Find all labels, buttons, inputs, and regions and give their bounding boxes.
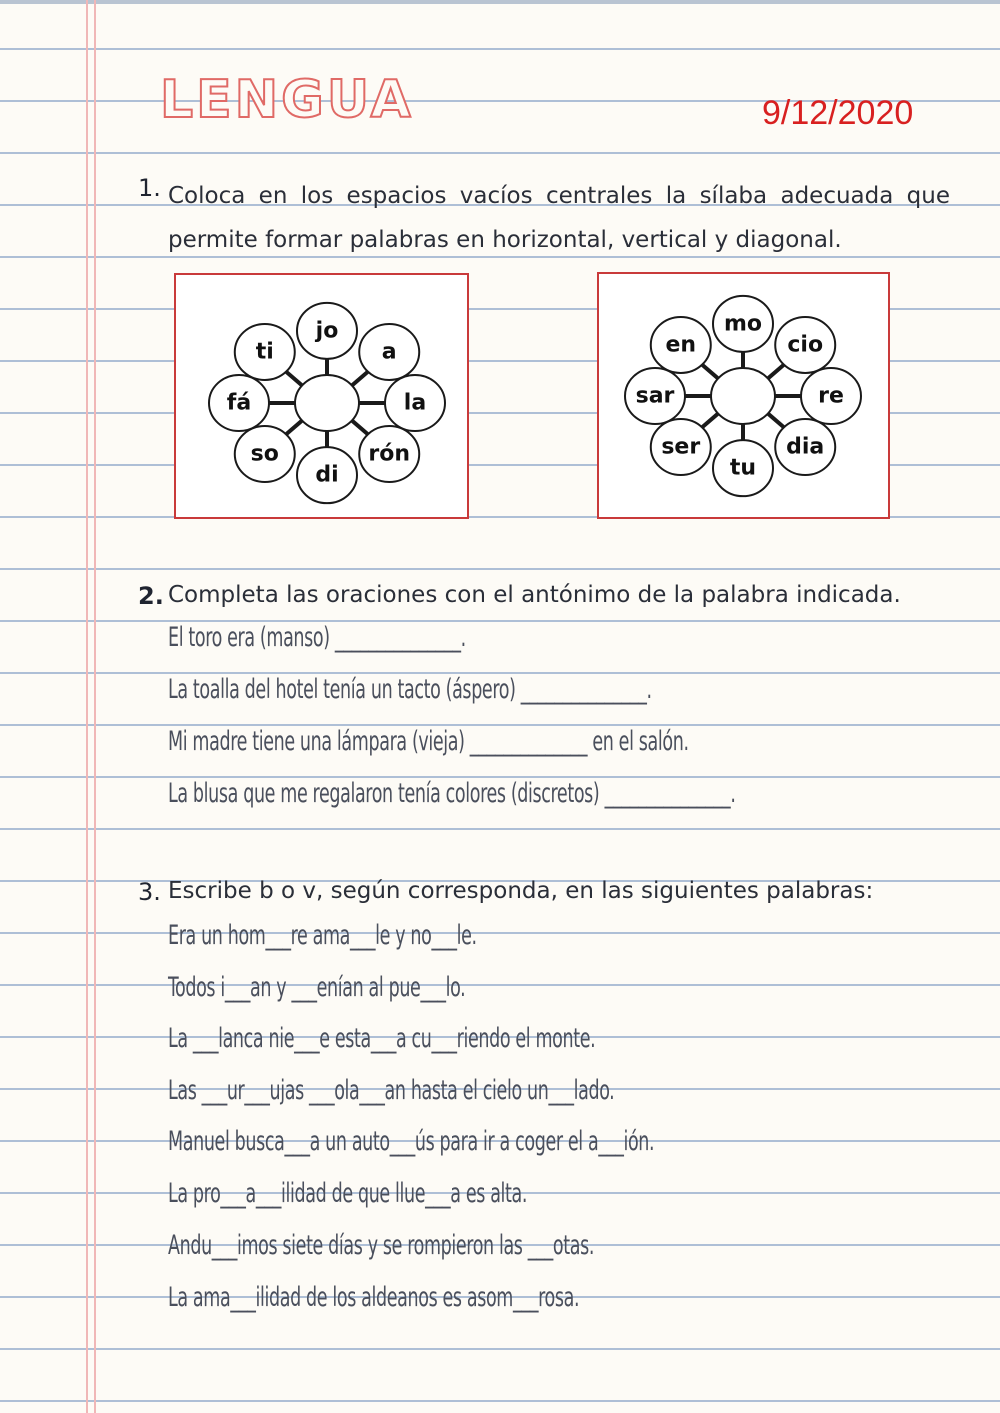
flower-syllable: so <box>250 441 279 467</box>
q1-number: 1. <box>138 174 161 202</box>
q3-instruction: Escribe b o v, según corresponda, en las siguientes palabras: <box>168 878 874 904</box>
q2-sentence-4: La blusa que me regalaron tenía colores (discretos) _______________. <box>168 778 736 809</box>
flower-syllable: la <box>403 390 427 416</box>
flower-2-svg <box>599 274 888 517</box>
syllable-flower-2 <box>597 272 890 519</box>
flower-syllable: sar <box>635 383 675 409</box>
q3-sentence-6: La pro___a___ilidad de que llue___a es alta. <box>168 1178 528 1209</box>
syllable-flower-1 <box>174 273 469 519</box>
q1-instruction: Coloca en los espacios vacíos centrales la sílaba adecuada que permite formar palabras en horizontal, vertical y diagonal. <box>168 183 950 253</box>
q3-sentence-7: Andu___imos siete días y se rompieron las ___otas. <box>168 1230 595 1261</box>
flower-syllable: re <box>818 383 844 409</box>
top-rule <box>0 0 1000 4</box>
flower-syllable: ti <box>255 339 274 365</box>
flower-syllable: jo <box>315 318 339 344</box>
margin-line-right <box>94 0 96 1413</box>
flower-syllable: a <box>381 339 397 365</box>
flower-syllable: tu <box>729 455 757 481</box>
flower-1-svg <box>176 275 467 517</box>
flower-syllable: cio <box>787 332 824 358</box>
flower-syllable: ser <box>661 434 701 460</box>
flower-syllable: dia <box>786 434 825 460</box>
q2-number: 2. <box>138 582 164 610</box>
q3-number: 3. <box>138 878 161 906</box>
q3-sentence-2: Todos i___an y ___enían al pue___lo. <box>168 972 466 1003</box>
q3-sentence-4: Las ___ur___ujas ___ola___an hasta el cielo un___lado. <box>168 1075 615 1106</box>
flower-syllable: fá <box>226 390 252 416</box>
q2-instruction: Completa las oraciones con el antónimo de la palabra indicada. <box>168 582 901 608</box>
page-title: LENGUA <box>160 70 414 130</box>
flower-syllable: en <box>665 332 697 358</box>
q2-sentence-1: El toro era (manso) _______________. <box>168 622 466 653</box>
q2-sentence-3: Mi madre tiene una lámpara (vieja) ______________ en el salón. <box>168 726 689 757</box>
flower-syllable: mo <box>723 311 763 337</box>
flower-center-blank[interactable] <box>295 375 359 431</box>
q3-sentence-1: Era un hom___re ama___le y no___le. <box>168 920 477 951</box>
date-label: 9/12/2020 <box>762 94 914 132</box>
flower-center-blank[interactable] <box>711 368 775 424</box>
q3-sentence-5: Manuel busca___a un auto___ús para ir a coger el a___ión. <box>168 1126 655 1157</box>
margin-line-left <box>86 0 88 1413</box>
flower-syllable: rón <box>368 441 411 467</box>
q2-sentence-2: La toalla del hotel tenía un tacto (áspero) _______________. <box>168 674 652 705</box>
q3-sentence-3: La ___lanca nie___e esta___a cu___riendo el monte. <box>168 1023 596 1054</box>
flower-syllable: di <box>315 462 339 488</box>
q3-sentence-8: La ama___ilidad de los aldeanos es asom___rosa. <box>168 1282 580 1313</box>
